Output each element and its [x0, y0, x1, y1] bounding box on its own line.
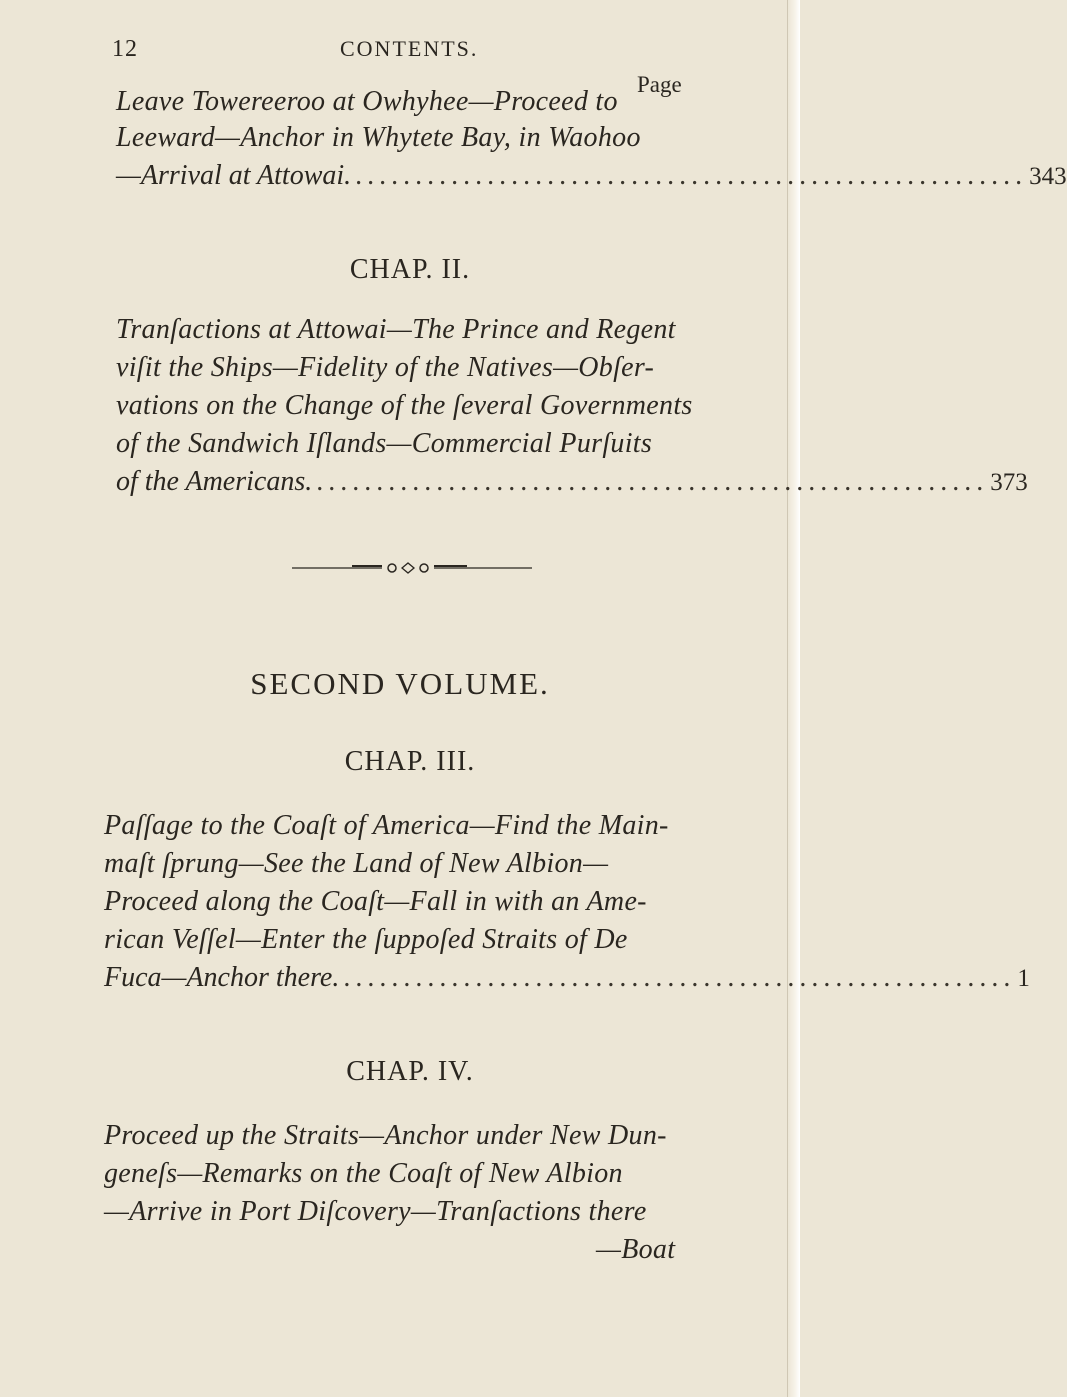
entry-leader-line [104, 962, 1030, 994]
entry-line: Proceed along the Coaſt—Fall in with an Ame- [104, 886, 647, 917]
chapter-heading-iii: CHAP. III. [344, 746, 476, 777]
entry-line: Leeward—Anchor in Whytete Bay, in Waohoo [116, 122, 641, 153]
entry-line: —Boat [596, 1234, 676, 1265]
entry-line: rican Veſſel—Enter the ſuppoſed Straits of De [104, 924, 628, 955]
ornament-rule [292, 560, 532, 576]
entry-leader-line [116, 466, 1028, 498]
dot-leader: ........................................................ [316, 466, 989, 497]
dot-leader: ........................................................ [355, 160, 1028, 191]
page-number: 373 [990, 469, 1028, 496]
page-column-label: Page [637, 72, 682, 97]
entry-last-line: Fuca—Anchor there. [104, 962, 340, 993]
entry-line: vations on the Change of the ſeveral Governments [116, 390, 693, 421]
entry-line: Paſſage to the Coaſt of America—Find the Main- [104, 810, 669, 841]
entry-line: —Arrive in Port Diſcovery—Tranſactions there [104, 1196, 647, 1227]
page-number: 1 [1017, 965, 1030, 992]
entry-line: Proceed up the Straits—Anchor under New Dun- [104, 1120, 667, 1151]
entry-last-line: —Arrival at Attowai. [116, 160, 352, 191]
entry-line: Leave Towereeroo at Owhyhee—Proceed to [116, 86, 618, 117]
running-title: CONTENTS. [340, 36, 479, 61]
entry-line: Tranſactions at Attowai—The Prince and Regent [116, 314, 676, 345]
entry-line: maſt ſprung—See the Land of New Albion— [104, 848, 609, 879]
entry-line: of the Sandwich Iſlands—Commercial Purſuits [116, 428, 653, 459]
page-number: 343 [1029, 163, 1067, 190]
page-edge [787, 0, 800, 1397]
entry-last-line: of the Americans. [116, 466, 313, 497]
page-folio: 12 [112, 36, 138, 62]
chapter-heading-ii: CHAP. II. [349, 254, 471, 285]
entry-leader-line [116, 160, 1067, 192]
chapter-heading-iv: CHAP. IV. [346, 1056, 474, 1087]
volume-heading: SECOND VOLUME. [250, 666, 550, 701]
running-header [112, 36, 672, 66]
dot-leader: ........................................................ [343, 962, 1016, 993]
entry-line: viſit the Ships—Fidelity of the Natives—Obſer- [116, 352, 655, 383]
entry-line: geneſs—Remarks on the Coaſt of New Albion [104, 1158, 623, 1189]
